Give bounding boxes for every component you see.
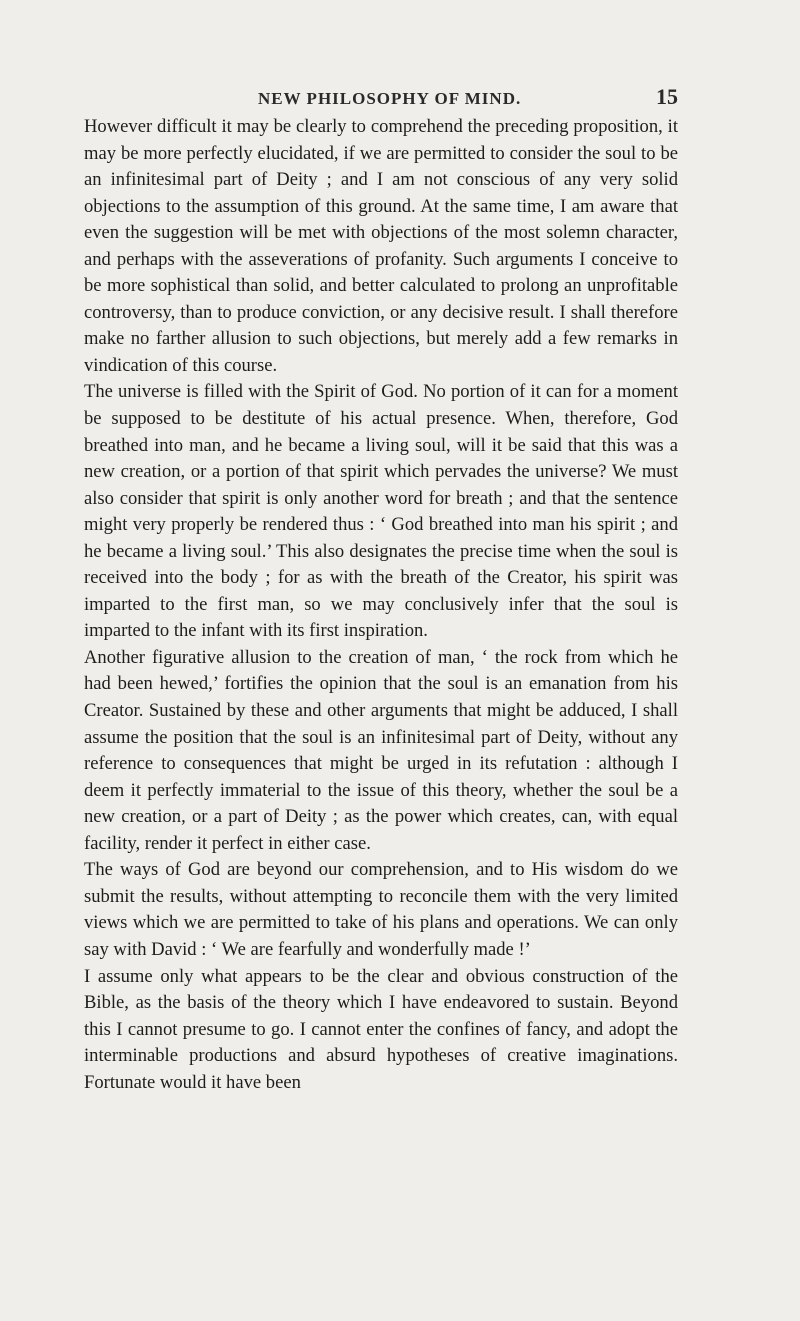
- running-head: [0, 84, 800, 113]
- running-title: NEW PHILOSOPHY OF MIND.: [258, 89, 522, 108]
- paragraph: I assume only what appears to be the clear and obvious construction of the Bible, as the basis of the theory which I have endeavored to sustain. Beyond this I cannot presume to go. I cannot enter the confines of fancy, and adopt the interminable productions and absurd hypotheses of creative imaginations. Fortunate would it have been: [84, 965, 678, 1093]
- paragraph: The universe is filled with the Spirit of God. No portion of it can for a moment be supposed to be destitute of his actual presence. When, therefore, God breathed into man, and he became a living soul, will it be said that this was a new creation, or a portion of that spirit which pervades the universe? We must also consider that spirit is only another word for breath ; and that the sentence might very properly be rendered thus : ‘ God breathed into man his spirit ; and he became a living soul.’ This also designates the precise time when the soul is received into the body ; for as with the breath of the Creator, his spirit was imparted to the first man, so we may conclusively infer that the soul is imparted to the infant with its first inspiration.: [84, 381, 678, 642]
- paragraph: Another figurative allusion to the creation of man, ‘ the rock from which he had been hewed,’ fortifies the opinion that the soul is an emanation from his Creator. Sustained by these and other arguments that might be adduced, I shall assume the position that the soul is an infinitesimal part of Deity, without any reference to consequences that might be urged in its refutation : although I deem it perfectly immaterial to the issue of this theory, whether the soul be a new creation, or a part of Deity ; as the power which creates, can, with equal facility, render it perfect in either case.: [84, 646, 678, 854]
- paragraph: However difficult it may be clearly to comprehend the preceding proposition, it may be more perfectly elucidated, if we are permitted to consider the soul to be an infinitesimal part of Deity ; and I am not conscious of any very solid objections to the assumption of this ground. At the same time, I am aware that even the suggestion will be met with objections of the most solemn character, and perhaps with the asseverations of profanity. Such arguments I conceive to be more sophistical than solid, and better calculated to prolong an unprofitable controversy, than to produce conviction, or any decisive result. I shall therefore make no farther allusion to such objections, but merely add a few remarks in vindication of this course.: [84, 116, 678, 376]
- page-number: 15: [656, 84, 678, 109]
- paragraph: The ways of God are beyond our comprehension, and to His wisdom do we submit the results, without attempting to reconcile them with the very limited views which we are permitted to take of his plans and operations. We can only say with David : ‘ We are fearfully and wonderfully made !’: [84, 859, 678, 960]
- body-text: [84, 114, 678, 1096]
